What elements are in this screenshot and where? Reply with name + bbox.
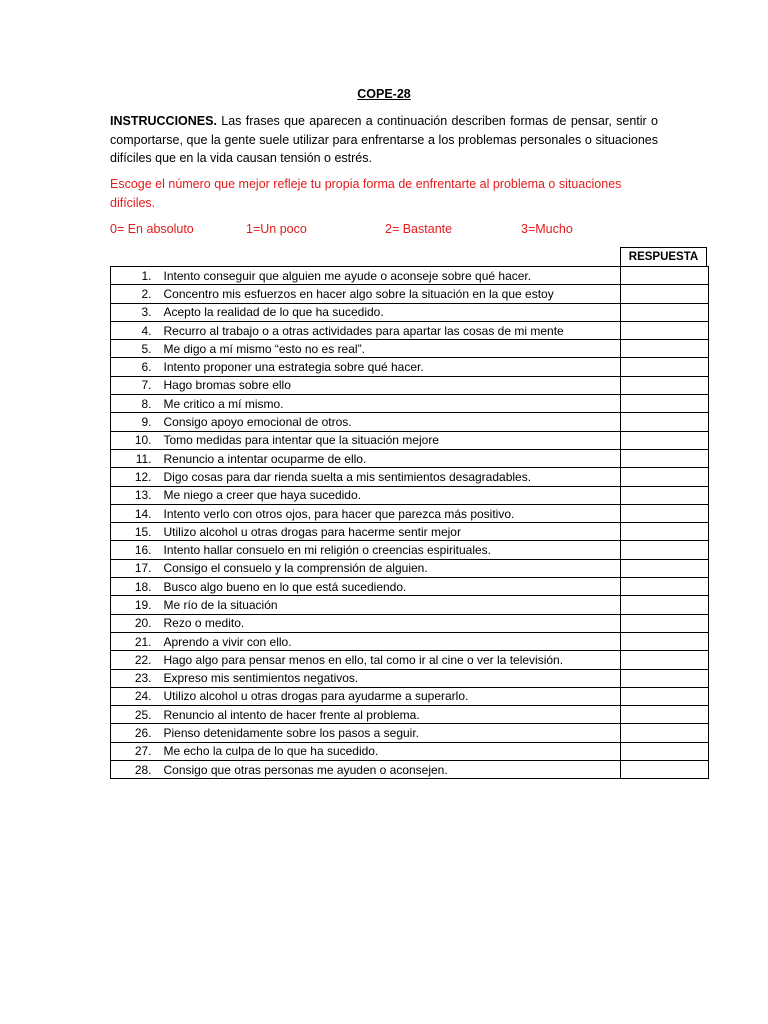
response-cell[interactable]: [621, 706, 709, 724]
questionnaire-row: [111, 614, 709, 632]
questionnaire-row: [111, 687, 709, 705]
response-cell[interactable]: [621, 724, 709, 742]
item-statement: Consigo apoyo emocional de otros.: [161, 413, 621, 431]
item-number: 12.: [111, 468, 161, 486]
instructions-lead: INSTRUCCIONES.: [110, 114, 217, 128]
item-statement: Me niego a creer que haya sucedido.: [161, 486, 621, 504]
questionnaire-row: [111, 596, 709, 614]
page-title: COPE-28: [357, 87, 411, 101]
item-number: 18.: [111, 578, 161, 596]
item-number: 5.: [111, 340, 161, 358]
item-statement: Busco algo bueno en lo que está sucediendo.: [161, 578, 621, 596]
response-cell[interactable]: [621, 596, 709, 614]
item-number: 2.: [111, 285, 161, 303]
response-cell[interactable]: [621, 578, 709, 596]
response-scale: [110, 222, 610, 240]
questionnaire-row: [111, 340, 709, 358]
response-cell[interactable]: [621, 303, 709, 321]
response-cell[interactable]: [621, 504, 709, 522]
response-cell[interactable]: [621, 267, 709, 285]
item-number: 26.: [111, 724, 161, 742]
questionnaire-row: [111, 267, 709, 285]
item-number: 25.: [111, 706, 161, 724]
questionnaire-row: [111, 632, 709, 650]
questionnaire-row: [111, 303, 709, 321]
item-number: 11.: [111, 449, 161, 467]
item-number: 20.: [111, 614, 161, 632]
item-number: 21.: [111, 632, 161, 650]
choice-instruction: Escoge el número que mejor refleje tu propia forma de enfrentarte al problema o situaciones difíciles.: [110, 177, 622, 210]
item-statement: Tomo medidas para intentar que la situación mejore: [161, 431, 621, 449]
scale-option-3: 3=Mucho: [521, 222, 573, 236]
item-number: 1.: [111, 267, 161, 285]
item-number: 13.: [111, 486, 161, 504]
questionnaire-row: [111, 413, 709, 431]
item-statement: Me echo la culpa de lo que ha sucedido.: [161, 742, 621, 760]
item-number: 7.: [111, 376, 161, 394]
item-statement: Renuncio al intento de hacer frente al problema.: [161, 706, 621, 724]
response-cell[interactable]: [621, 449, 709, 467]
item-number: 17.: [111, 559, 161, 577]
item-number: 3.: [111, 303, 161, 321]
item-statement: Utilizo alcohol u otras drogas para hacerme sentir mejor: [161, 523, 621, 541]
item-statement: Aprendo a vivir con ello.: [161, 632, 621, 650]
questionnaire-row: [111, 376, 709, 394]
response-cell[interactable]: [621, 376, 709, 394]
questionnaire-row: [111, 761, 709, 779]
item-number: 28.: [111, 761, 161, 779]
item-statement: Hago bromas sobre ello: [161, 376, 621, 394]
questionnaire-row: [111, 431, 709, 449]
item-statement: Rezo o medito.: [161, 614, 621, 632]
questionnaire-row: [111, 559, 709, 577]
response-cell[interactable]: [621, 614, 709, 632]
questionnaire-row: [111, 651, 709, 669]
response-cell[interactable]: [621, 321, 709, 339]
scale-option-2: 2= Bastante: [385, 222, 453, 236]
item-statement: Acepto la realidad de lo que ha sucedido.: [161, 303, 621, 321]
response-cell[interactable]: [621, 413, 709, 431]
item-number: 14.: [111, 504, 161, 522]
item-number: 4.: [111, 321, 161, 339]
response-cell[interactable]: [621, 761, 709, 779]
item-statement: Consigo el consuelo y la comprensión de alguien.: [161, 559, 621, 577]
item-statement: Intento hallar consuelo en mi religión o creencias espirituales.: [161, 541, 621, 559]
response-cell[interactable]: [621, 742, 709, 760]
item-number: 8.: [111, 395, 161, 413]
item-statement: Intento proponer una estrategia sobre qué hacer.: [161, 358, 621, 376]
item-statement: Renuncio a intentar ocuparme de ello.: [161, 449, 621, 467]
response-cell[interactable]: [621, 468, 709, 486]
response-cell[interactable]: [621, 541, 709, 559]
questionnaire-row: [111, 449, 709, 467]
response-cell[interactable]: [621, 559, 709, 577]
questionnaire-row: [111, 504, 709, 522]
response-column-header: RESPUESTA: [620, 247, 707, 266]
questionnaire-row: [111, 669, 709, 687]
scale-option-1: 1=Un poco: [246, 222, 307, 236]
response-cell[interactable]: [621, 523, 709, 541]
item-statement: Concentro mis esfuerzos en hacer algo sobre la situación en la que estoy: [161, 285, 621, 303]
item-statement: Digo cosas para dar rienda suelta a mis sentimientos desagradables.: [161, 468, 621, 486]
questionnaire-row: [111, 285, 709, 303]
response-cell[interactable]: [621, 486, 709, 504]
response-cell[interactable]: [621, 358, 709, 376]
questionnaire-row: [111, 321, 709, 339]
item-number: 16.: [111, 541, 161, 559]
questionnaire-row: [111, 486, 709, 504]
item-statement: Hago algo para pensar menos en ello, tal como ir al cine o ver la televisión.: [161, 651, 621, 669]
questionnaire-row: [111, 724, 709, 742]
item-statement: Me río de la situación: [161, 596, 621, 614]
questionnaire-row: [111, 578, 709, 596]
item-number: 22.: [111, 651, 161, 669]
item-statement: Me critico a mí mismo.: [161, 395, 621, 413]
questionnaire-row: [111, 468, 709, 486]
response-cell[interactable]: [621, 632, 709, 650]
response-cell[interactable]: [621, 651, 709, 669]
item-statement: Intento verlo con otros ojos, para hacer que parezca más positivo.: [161, 504, 621, 522]
questionnaire-row: [111, 742, 709, 760]
questionnaire-table: [110, 266, 709, 779]
response-cell[interactable]: [621, 431, 709, 449]
item-number: 27.: [111, 742, 161, 760]
questionnaire-row: [111, 395, 709, 413]
instructions-paragraph: [110, 112, 658, 168]
response-cell[interactable]: [621, 285, 709, 303]
response-cell[interactable]: [621, 687, 709, 705]
item-statement: Pienso detenidamente sobre los pasos a seguir.: [161, 724, 621, 742]
item-statement: Expreso mis sentimientos negativos.: [161, 669, 621, 687]
response-cell[interactable]: [621, 340, 709, 358]
item-number: 10.: [111, 431, 161, 449]
questionnaire-row: [111, 541, 709, 559]
item-statement: Consigo que otras personas me ayuden o aconsejen.: [161, 761, 621, 779]
item-statement: Intento conseguir que alguien me ayude o aconseje sobre qué hacer.: [161, 267, 621, 285]
item-number: 24.: [111, 687, 161, 705]
questionnaire-row: [111, 706, 709, 724]
item-number: 9.: [111, 413, 161, 431]
response-cell[interactable]: [621, 669, 709, 687]
item-number: 19.: [111, 596, 161, 614]
item-statement: Recurro al trabajo o a otras actividades para apartar las cosas de mi mente: [161, 321, 621, 339]
item-number: 23.: [111, 669, 161, 687]
response-cell[interactable]: [621, 395, 709, 413]
questionnaire-row: [111, 523, 709, 541]
questionnaire-row: [111, 358, 709, 376]
item-number: 15.: [111, 523, 161, 541]
item-statement: Me digo a mí mismo “esto no es real”.: [161, 340, 621, 358]
item-number: 6.: [111, 358, 161, 376]
instructions-text: Las frases que aparecen a continuación describen formas de pensar, sentir o comportarse, que la gente suele utilizar para enfrentarse a los problemas personales o situaciones difíciles que en la vida causan tensión o estrés.: [110, 114, 658, 165]
item-statement: Utilizo alcohol u otras drogas para ayudarme a superarlo.: [161, 687, 621, 705]
scale-option-0: 0= En absoluto: [110, 222, 194, 236]
